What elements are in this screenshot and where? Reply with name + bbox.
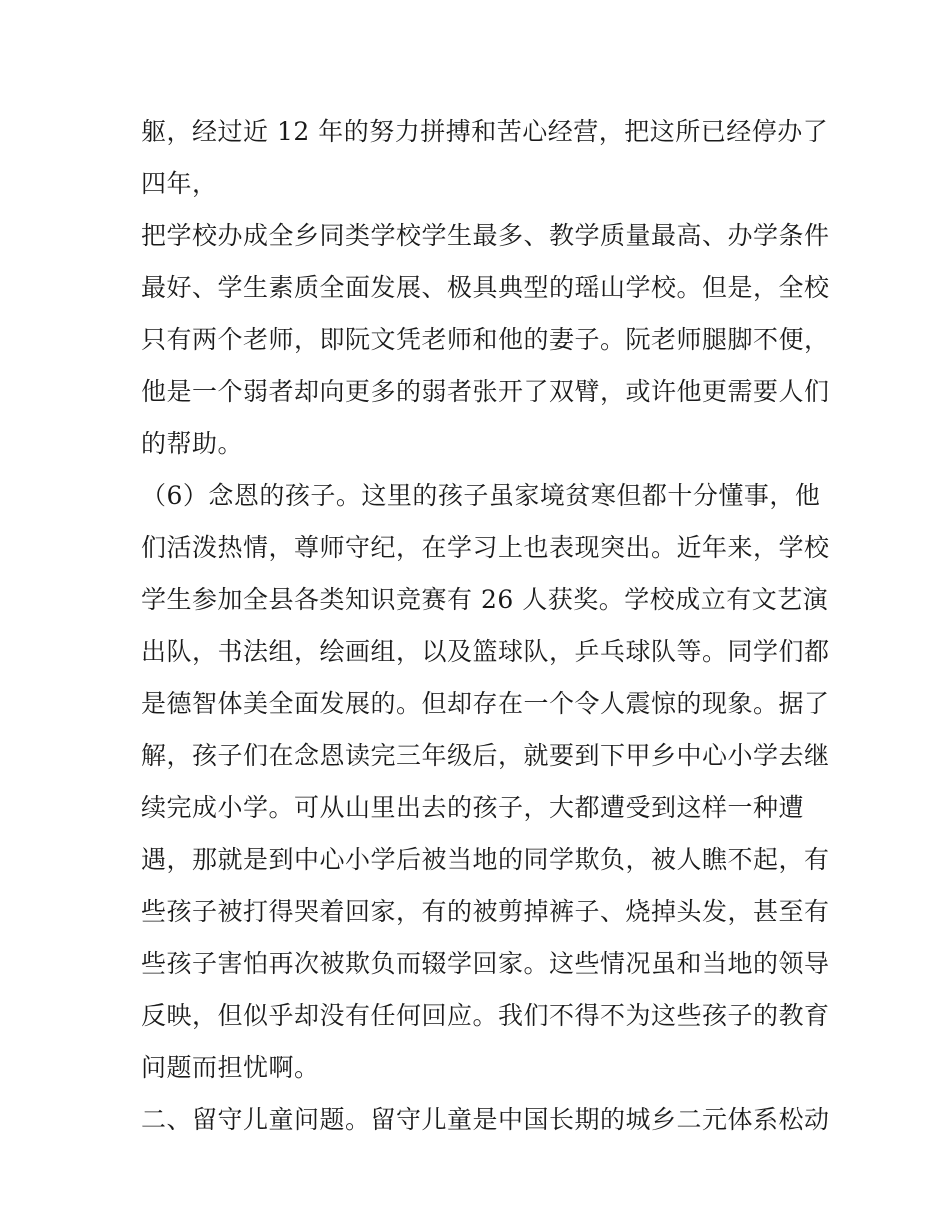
text-line: 续完成小学。可从山里出去的孩子，大都遭受到这样一种遭 bbox=[141, 793, 805, 822]
text-line: （6）念恩的孩子。这里的孩子虽家境贫寒但都十分懂事，他 bbox=[141, 481, 821, 510]
text-line: 的帮助。 bbox=[141, 429, 244, 458]
text-line: 们活泼热情，尊师守纪，在学习上也表现突出。近年来，学校 bbox=[141, 533, 830, 562]
text-line: 反映，但似乎却没有任何回应。我们不得不为这些孩子的教育 bbox=[141, 1001, 830, 1030]
text-line: 解，孩子们在念恩读完三年级后，就要到下甲乡中心小学去继 bbox=[141, 741, 830, 770]
text-line: 他是一个弱者却向更多的弱者张开了双臂，或许他更需要人们 bbox=[141, 377, 830, 406]
text-line: 遇，那就是到中心小学后被当地的同学欺负，被人瞧不起，有 bbox=[141, 845, 830, 874]
document-body bbox=[141, 106, 841, 1146]
text-line: 些孩子害怕再次被欺负而辍学回家。这些情况虽和当地的领导 bbox=[141, 949, 830, 978]
text-line: 是德智体美全面发展的。但却存在一个令人震惊的现象。据了 bbox=[141, 689, 830, 718]
text-line: 二、留守儿童问题。留守儿童是中国长期的城乡二元体系松动 bbox=[141, 1105, 830, 1134]
text-line: 学生参加全县各类知识竞赛有 26 人获奖。学校成立有文艺演 bbox=[141, 585, 829, 614]
text-line: 把学校办成全乡同类学校学生最多、教学质量最高、办学条件 bbox=[141, 221, 830, 250]
text-line: 只有两个老师，即阮文凭老师和他的妻子。阮老师腿脚不便， bbox=[141, 325, 830, 354]
text-line: 出队，书法组，绘画组，以及篮球队，乒乓球队等。同学们都 bbox=[141, 637, 830, 666]
text-line: 问题而担忧啊。 bbox=[141, 1053, 320, 1082]
text-line: 些孩子被打得哭着回家，有的被剪掉裤子、烧掉头发，甚至有 bbox=[141, 897, 830, 926]
text-line: 躯，经过近 12 年的努力拼搏和苦心经营，把这所已经停办了 bbox=[141, 117, 829, 146]
text-line: 四年， bbox=[141, 169, 218, 198]
text-line: 最好、学生素质全面发展、极具典型的瑶山学校。但是，全校 bbox=[141, 273, 830, 302]
